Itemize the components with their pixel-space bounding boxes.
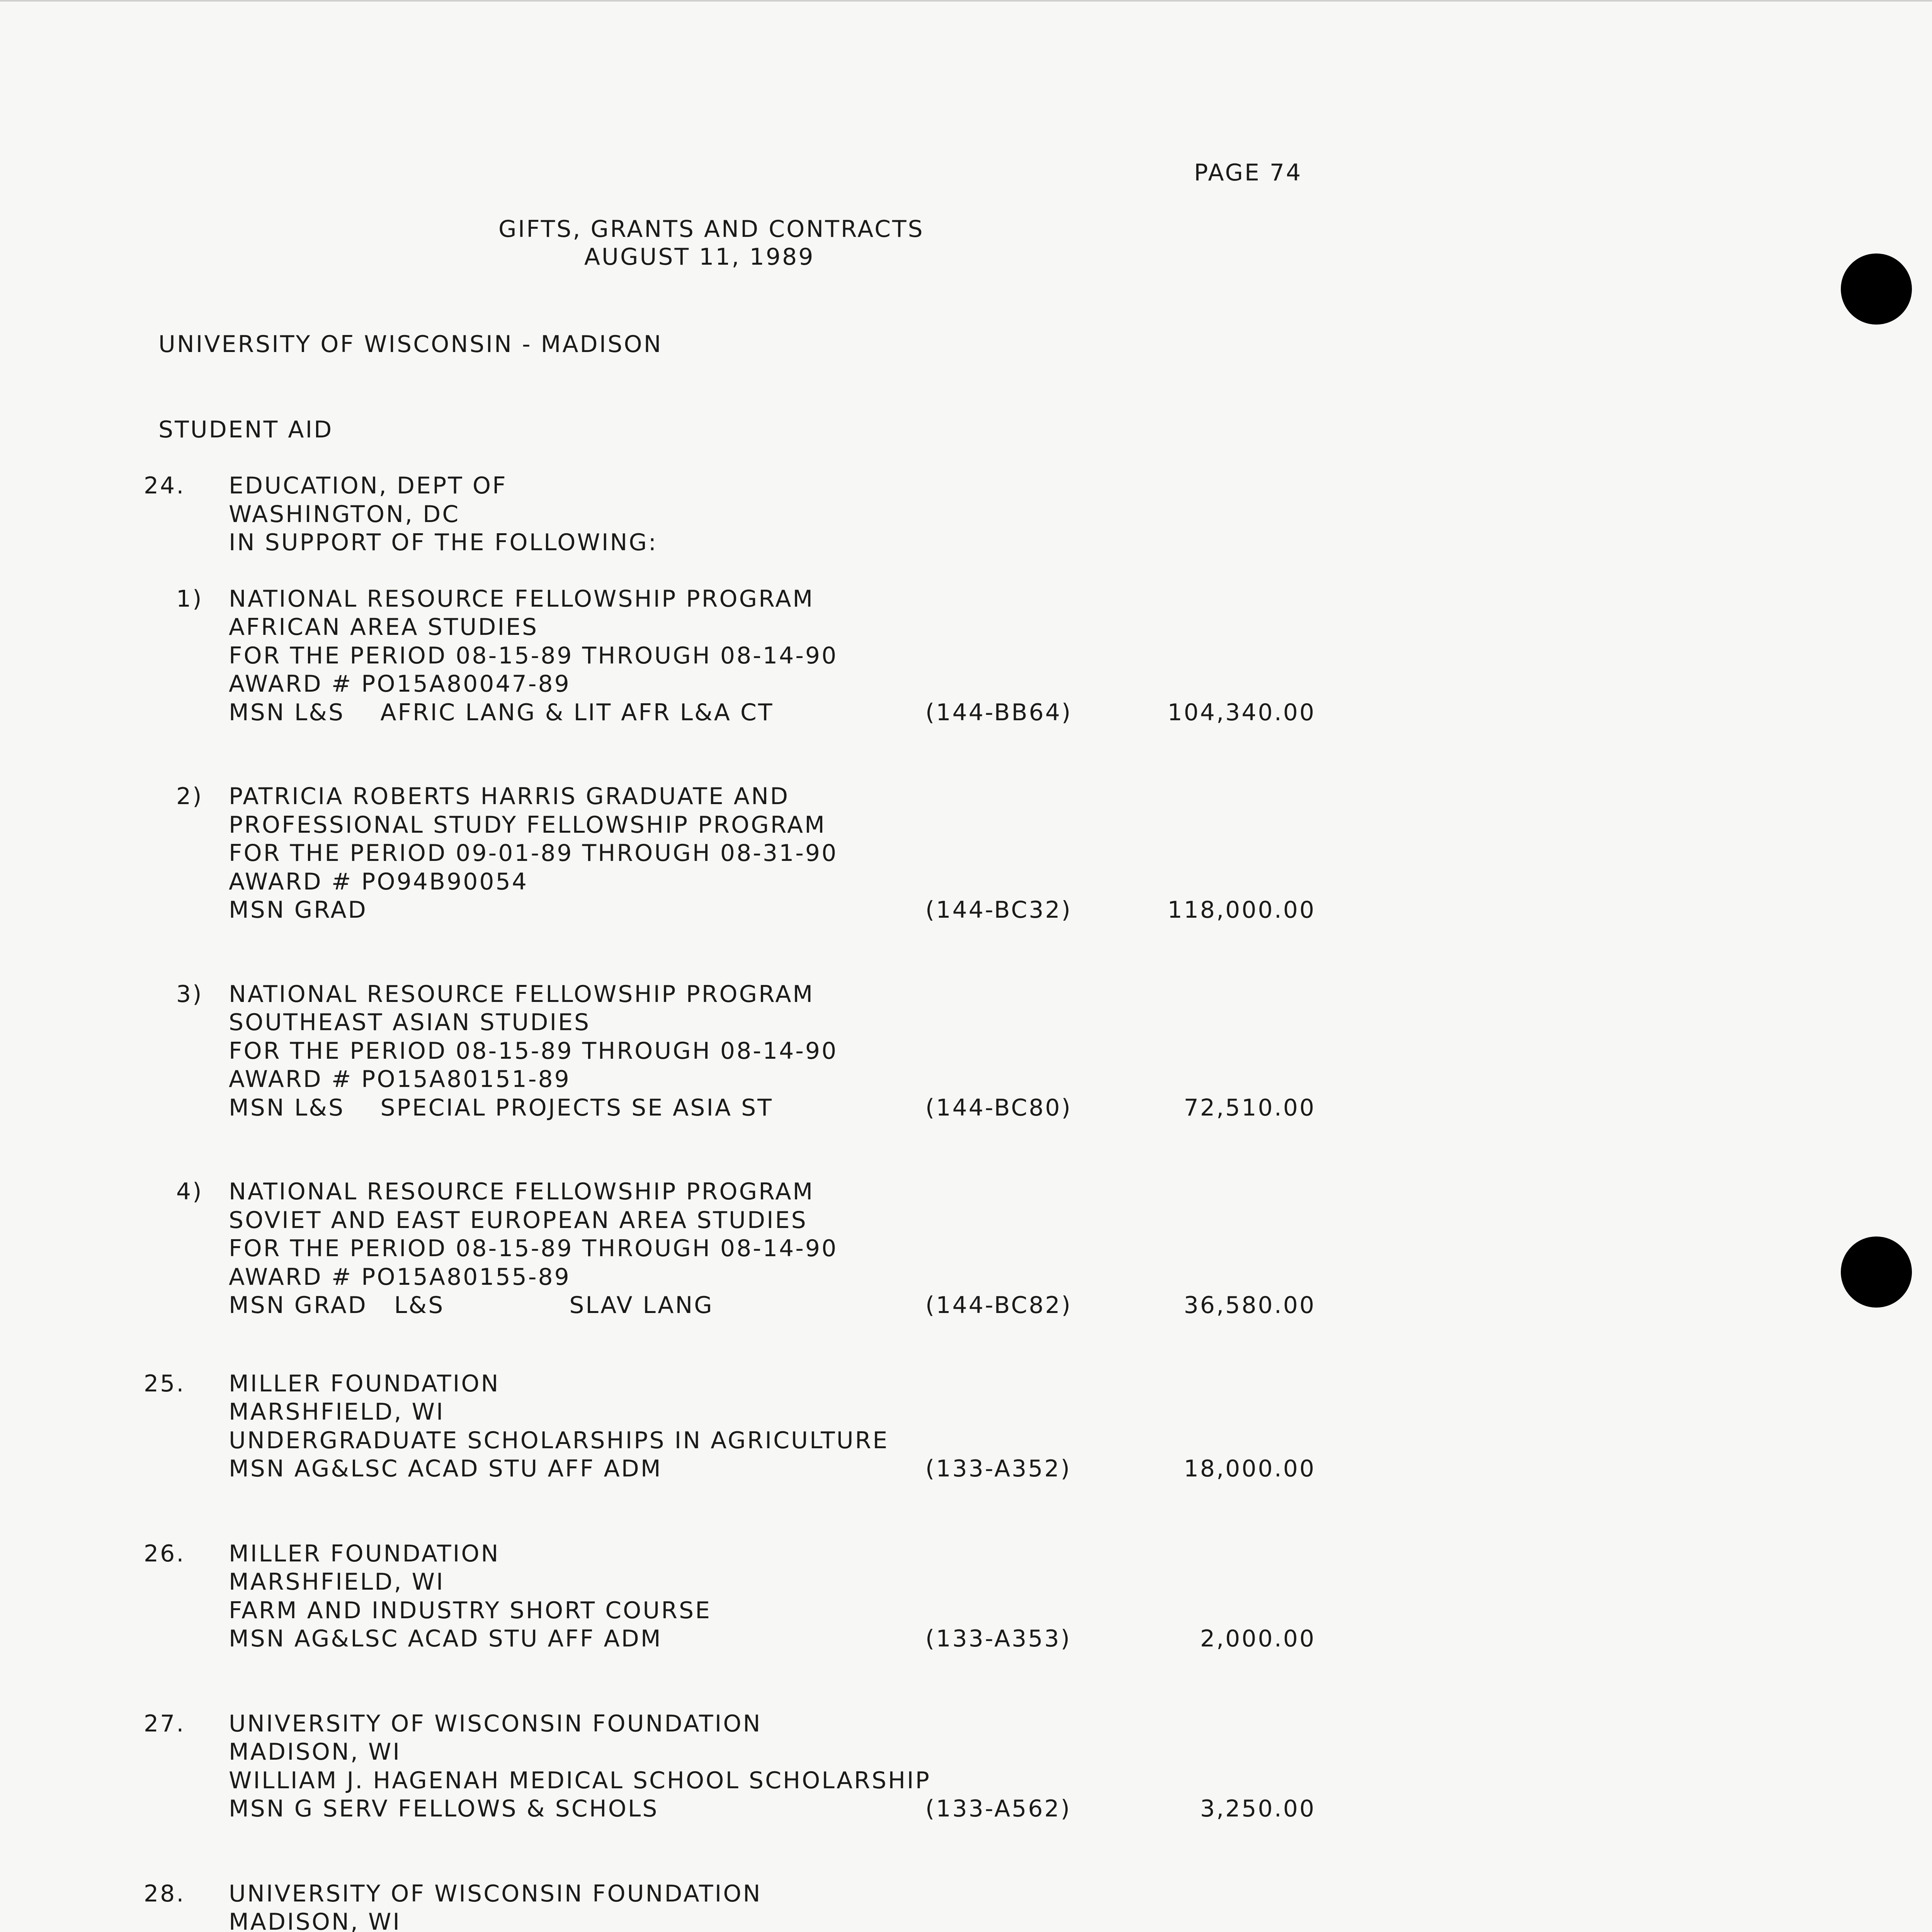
section-heading: STUDENT AID	[158, 416, 333, 443]
subitem-number: 2)	[176, 783, 203, 810]
entry-text-line: MADISON, WI	[229, 1908, 401, 1932]
award-amount: 104,340.00	[1167, 699, 1316, 726]
account-code: (144-BB64)	[925, 699, 1072, 726]
department-line: MSN GRAD	[229, 896, 367, 923]
account-code: (144-BC82)	[925, 1292, 1072, 1319]
account-code: (133-A562)	[925, 1795, 1071, 1822]
subitem-text-line: AWARD # PO94B90054	[229, 868, 528, 895]
award-amount: 36,580.00	[1184, 1292, 1316, 1319]
department-line: MSN GRAD L&S SLAV LANG	[229, 1292, 714, 1319]
award-amount: 3,250.00	[1200, 1795, 1316, 1822]
subitem-text-line: FOR THE PERIOD 08-15-89 THROUGH 08-14-90	[229, 1235, 838, 1262]
entry-number: 28.	[144, 1880, 185, 1907]
subitem-number: 1)	[176, 585, 203, 612]
document-date: AUGUST 11, 1989	[584, 243, 815, 270]
subitem-text-line: PATRICIA ROBERTS HARRIS GRADUATE AND	[229, 783, 790, 810]
award-amount: 72,510.00	[1184, 1094, 1316, 1121]
account-code: (133-A352)	[925, 1455, 1071, 1482]
entry-text-line: MARSHFIELD, WI	[229, 1568, 445, 1595]
subitem-number: 3)	[176, 981, 203, 1008]
entry-text-line: IN SUPPORT OF THE FOLLOWING:	[229, 529, 658, 556]
subitem-text-line: AWARD # PO15A80151-89	[229, 1066, 571, 1093]
account-code: (144-BC80)	[925, 1094, 1072, 1121]
subitem-text-line: PROFESSIONAL STUDY FELLOWSHIP PROGRAM	[229, 811, 826, 838]
department-line: MSN AG&LSC ACAD STU AFF ADM	[229, 1455, 662, 1482]
punch-hole-top	[1841, 253, 1912, 325]
entry-number: 24.	[144, 472, 185, 499]
department-line: MSN AG&LSC ACAD STU AFF ADM	[229, 1625, 662, 1652]
award-amount: 118,000.00	[1167, 896, 1316, 923]
subitem-text-line: AFRICAN AREA STUDIES	[229, 614, 539, 641]
subitem-text-line: SOUTHEAST ASIAN STUDIES	[229, 1009, 591, 1036]
document-title: GIFTS, GRANTS AND CONTRACTS	[498, 216, 924, 243]
entry-text-line: MADISON, WI	[229, 1738, 401, 1765]
entry-text-line: MARSHFIELD, WI	[229, 1398, 445, 1425]
entry-text-line: WILLIAM J. HAGENAH MEDICAL SCHOOL SCHOLARSHIP	[229, 1767, 931, 1794]
entry-text-line: UNIVERSITY OF WISCONSIN FOUNDATION	[229, 1710, 762, 1737]
account-code: (133-A353)	[925, 1625, 1071, 1652]
page-number: PAGE 74	[1194, 159, 1303, 186]
subitem-text-line: FOR THE PERIOD 08-15-89 THROUGH 08-14-90	[229, 1037, 838, 1065]
account-code: (144-BC32)	[925, 896, 1072, 923]
entry-text-line: FARM AND INDUSTRY SHORT COURSE	[229, 1597, 711, 1624]
punch-hole-middle	[1841, 1236, 1912, 1308]
entry-number: 25.	[144, 1370, 185, 1397]
entry-text-line: UNIVERSITY OF WISCONSIN FOUNDATION	[229, 1880, 762, 1907]
entry-text-line: WASHINGTON, DC	[229, 501, 460, 528]
department-line: MSN G SERV FELLOWS & SCHOLS	[229, 1795, 659, 1822]
entry-number: 27.	[144, 1710, 185, 1737]
subitem-text-line: AWARD # PO15A80047-89	[229, 670, 571, 697]
department-line: MSN L&S AFRIC LANG & LIT AFR L&A CT	[229, 699, 774, 726]
entry-text-line: MILLER FOUNDATION	[229, 1540, 500, 1567]
department-line: MSN L&S SPECIAL PROJECTS SE ASIA ST	[229, 1094, 773, 1121]
award-amount: 2,000.00	[1200, 1625, 1316, 1652]
entry-text-line: MILLER FOUNDATION	[229, 1370, 500, 1397]
entry-text-line: UNDERGRADUATE SCHOLARSHIPS IN AGRICULTURE	[229, 1427, 889, 1454]
entry-text-line: EDUCATION, DEPT OF	[229, 472, 507, 499]
award-amount: 18,000.00	[1184, 1455, 1316, 1482]
entry-number: 26.	[144, 1540, 185, 1567]
subitem-text-line: SOVIET AND EAST EUROPEAN AREA STUDIES	[229, 1207, 808, 1234]
subitem-text-line: AWARD # PO15A80155-89	[229, 1264, 571, 1291]
subitem-text-line: FOR THE PERIOD 09-01-89 THROUGH 08-31-90	[229, 840, 838, 867]
page-top-edge	[0, 0, 1932, 2]
subitem-number: 4)	[176, 1178, 203, 1205]
subitem-text-line: NATIONAL RESOURCE FELLOWSHIP PROGRAM	[229, 585, 815, 612]
subitem-text-line: NATIONAL RESOURCE FELLOWSHIP PROGRAM	[229, 1178, 815, 1205]
subitem-text-line: NATIONAL RESOURCE FELLOWSHIP PROGRAM	[229, 981, 815, 1008]
institution-name: UNIVERSITY OF WISCONSIN - MADISON	[158, 331, 663, 358]
subitem-text-line: FOR THE PERIOD 08-15-89 THROUGH 08-14-90	[229, 642, 838, 669]
